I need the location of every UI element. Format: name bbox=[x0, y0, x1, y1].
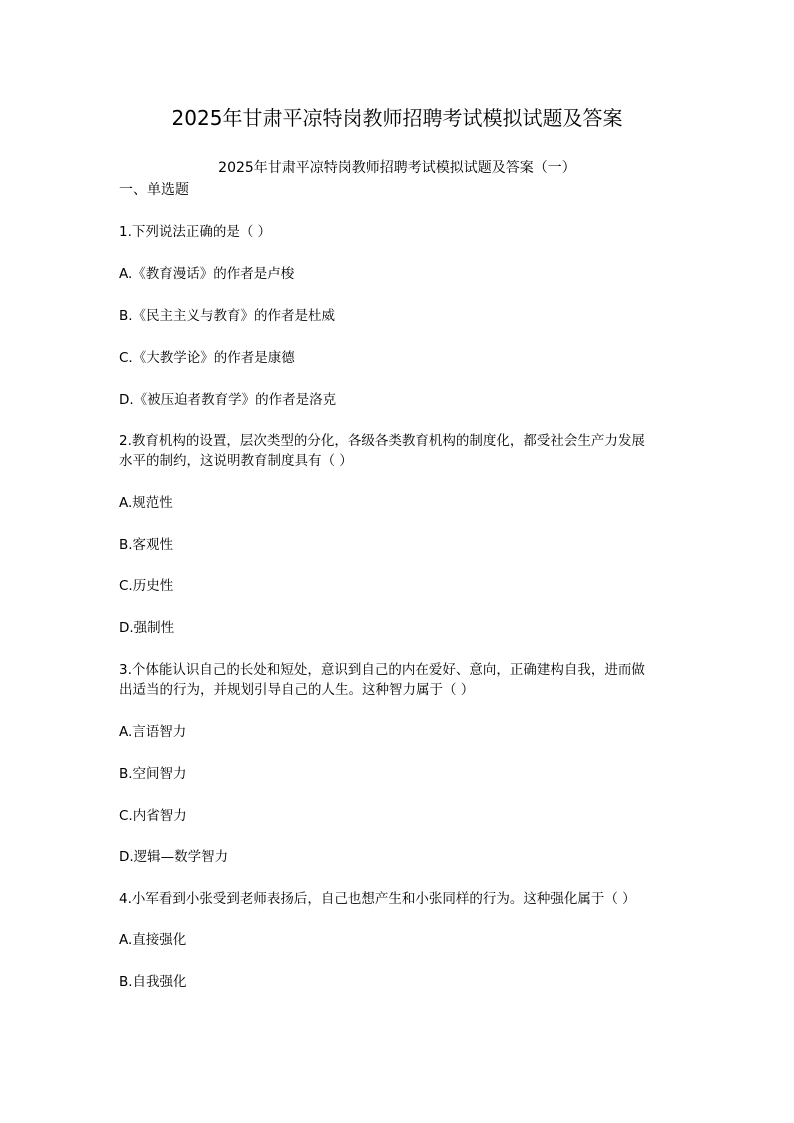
question-2-option-b: B.客观性 bbox=[119, 537, 174, 553]
question-3-stem-line-2: 出适当的行为，并规划引导自己的人生。这种智力属于（ ） bbox=[119, 682, 475, 698]
question-1-option-c: C.《大教学论》的作者是康德 bbox=[119, 350, 295, 366]
question-3-option-c: C.内省智力 bbox=[119, 808, 187, 824]
question-1-stem: 1.下列说法正确的是（ ） bbox=[119, 224, 272, 240]
question-2-option-c: C.历史性 bbox=[119, 578, 174, 594]
question-3-option-b: B.空间智力 bbox=[119, 766, 187, 782]
question-3-option-d: D.逻辑—数学智力 bbox=[119, 849, 229, 865]
question-2-option-a: A.规范性 bbox=[119, 495, 173, 511]
document-title: 2025年甘肃平凉特岗教师招聘考试模拟试题及答案 bbox=[171, 106, 623, 130]
question-3-stem-line-1: 3.个体能认识自己的长处和短处，意识到自己的内在爱好、意向，正确建构自我，进而做 bbox=[119, 662, 645, 678]
question-1-option-d: D.《被压迫者教育学》的作者是洛克 bbox=[119, 392, 337, 408]
question-3-option-a: A.言语智力 bbox=[119, 724, 187, 740]
question-4-option-a: A.直接强化 bbox=[119, 932, 187, 948]
question-2-stem-line-1: 2.教育机构的设置，层次类型的分化，各级各类教育机构的制度化，都受社会生产力发展 bbox=[119, 433, 645, 449]
question-1-option-b: B.《民主主义与教育》的作者是杜威 bbox=[119, 308, 336, 324]
question-4-option-b: B.自我强化 bbox=[119, 974, 187, 990]
document-subtitle: 2025年甘肃平凉特岗教师招聘考试模拟试题及答案（一） bbox=[218, 160, 576, 176]
question-1-option-a: A.《教育漫话》的作者是卢梭 bbox=[119, 266, 295, 282]
question-2-stem-line-2: 水平的制约，这说明教育制度具有（ ） bbox=[119, 453, 353, 469]
question-4-stem: 4.小军看到小张受到老师表扬后，自己也想产生和小张同样的行为。这种强化属于（ ） bbox=[119, 891, 636, 907]
question-2-option-d: D.强制性 bbox=[119, 620, 175, 636]
section-heading: 一、单选题 bbox=[119, 182, 189, 198]
